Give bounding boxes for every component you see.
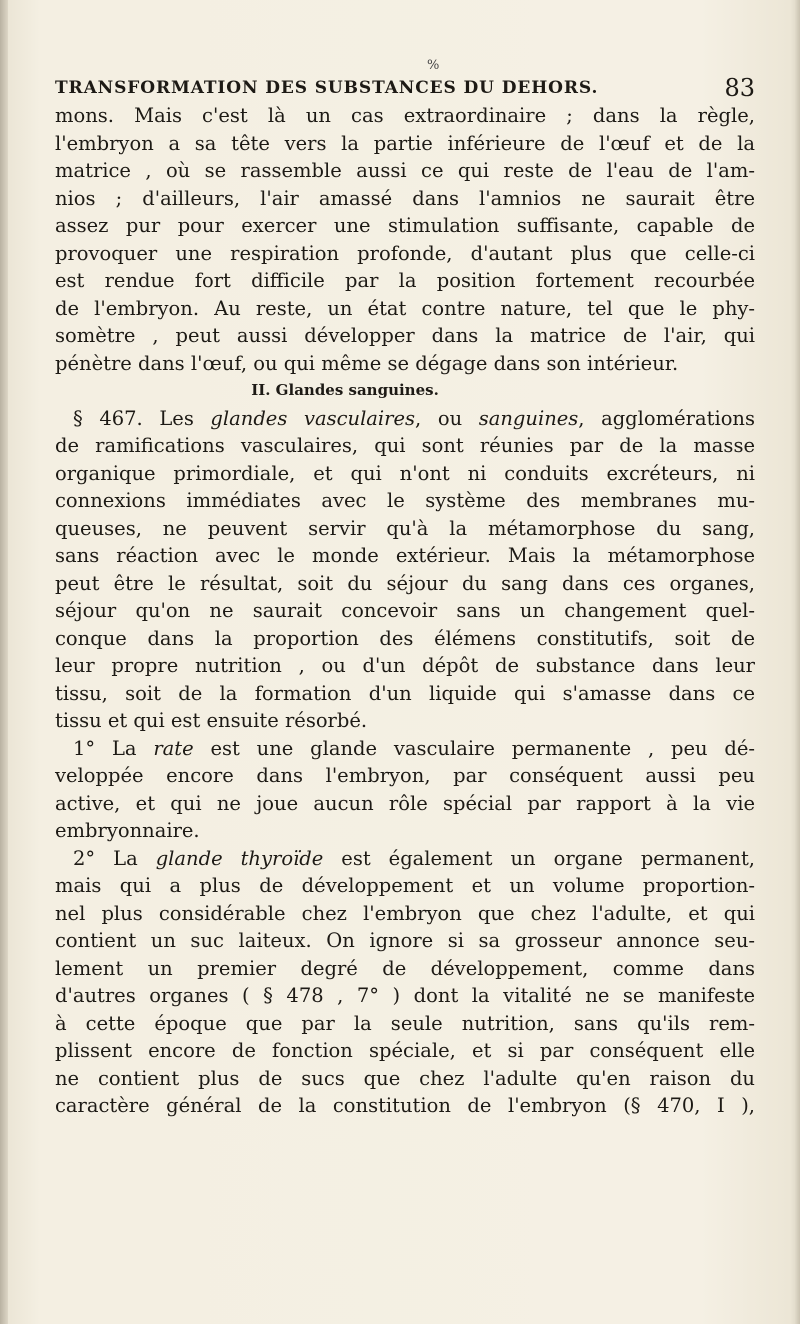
text-line: tissu et qui est ensuite résorbé.	[55, 709, 368, 732]
text-line: organique primordiale, et qui n'ont ni conduits excréteurs, ni	[55, 461, 755, 485]
italic-term: sanguines	[478, 406, 579, 430]
text-line: nios ; d'ailleurs, l'air amassé dans l'amnios ne saurait être	[55, 186, 755, 210]
text-line: active, et qui ne joue aucun rôle spécial par rapport à la vie	[55, 791, 755, 815]
text-line: nel plus considérable chez l'embryon que chez l'adulte, et qui	[55, 901, 755, 925]
paragraph-tail: est une glande vasculaire permanente , peu dé-	[193, 736, 756, 760]
text-line: mons. Mais c'est là un cas extraordinaire ; dans la règle,	[55, 104, 755, 127]
text-line: pénètre dans l'œuf, ou qui même se dégage dans son intérieur.	[55, 351, 679, 375]
text-line: caractère général de la constitution de l'embryon (§ 470, I ),	[55, 1094, 755, 1117]
text-line: tissu, soit de la formation d'un liquide qui s'amasse dans ce	[55, 681, 755, 705]
text-line: de ramifications vasculaires, qui sont réunies par de la masse	[55, 434, 755, 457]
text-line: de l'embryon. Au reste, un état contre nature, tel que le phy-	[55, 296, 755, 320]
body-text	[55, 102, 755, 1120]
text-line: assez pur pour exercer une stimulation suffisante, capable de	[55, 214, 755, 237]
text-line: l'embryon a sa tête vers la partie inférieure de l'œuf et de la	[55, 131, 755, 155]
paragraph-tail: est également un organe permanent,	[323, 846, 755, 870]
text-line: ne contient plus de sucs que chez l'adulte qu'en raison du	[55, 1066, 755, 1090]
paragraph-lead: 2° La	[73, 846, 156, 870]
text-line: veloppée encore dans l'embryon, par conséquent aussi peu	[55, 764, 755, 787]
text-line: mais qui a plus de développement et un volume proportion-	[55, 874, 755, 897]
text-line: d'autres organes ( § 478 , 7° ) dont la vitalité ne se manifeste	[55, 984, 755, 1007]
text-line: embryonnaire.	[55, 819, 200, 842]
page-right-edge	[794, 0, 800, 1324]
page-binding-edge	[0, 0, 8, 1324]
section-heading: II. Glandes sanguines.	[251, 381, 439, 399]
text-line: provoquer une respiration profonde, d'autant plus que celle-ci	[55, 241, 755, 265]
paragraph-first-line	[55, 405, 755, 433]
text-line: peut être le résultat, soit du séjour du sang dans ces organes,	[55, 571, 755, 595]
paragraph-mid: , ou	[415, 406, 479, 430]
paragraph-first-line	[55, 735, 755, 763]
text-line: à cette époque que par la seule nutrition, sans qu'ils rem-	[55, 1011, 755, 1035]
page-number: 83	[724, 74, 755, 102]
text-line: sans réaction avec le monde extérieur. Mais la métamorphose	[55, 544, 755, 567]
text-line: matrice , où se rassemble aussi ce qui reste de l'eau de l'am-	[55, 159, 755, 182]
top-mark: %	[427, 58, 440, 73]
text-line: conque dans la proportion des élémens constitutifs, soit de	[55, 626, 755, 650]
paragraph-lead: § 467. Les	[73, 406, 211, 430]
text-line: lement un premier degré de développement, comme dans	[55, 956, 755, 980]
italic-term: rate	[153, 736, 194, 760]
italic-term: glandes vasculaires	[210, 406, 416, 430]
text-line: est rendue fort difficile par la position fortement recourbée	[55, 269, 755, 292]
running-head: TRANSFORMATION DES SUBSTANCES DU DEHORS.	[55, 78, 599, 98]
paragraph-lead: 1° La	[73, 736, 154, 760]
text-line: queuses, ne peuvent servir qu'à la métamorphose du sang,	[55, 516, 755, 540]
italic-term: glande thyroïde	[155, 846, 324, 870]
text-line: somètre , peut aussi développer dans la matrice de l'air, qui	[55, 324, 755, 347]
paragraph-first-line	[55, 845, 755, 873]
text-line: leur propre nutrition , ou d'un dépôt de substance dans leur	[55, 654, 755, 677]
text-line: contient un suc laiteux. On ignore si sa grosseur annonce seu-	[55, 929, 755, 952]
text-line: séjour qu'on ne saurait concevoir sans un changement quel-	[55, 599, 755, 622]
text-line: connexions immédiates avec le système des membranes mu-	[55, 489, 755, 512]
paragraph-tail: , agglomérations	[578, 406, 756, 430]
text-line: plissent encore de fonction spéciale, et si par conséquent elle	[55, 1039, 755, 1062]
